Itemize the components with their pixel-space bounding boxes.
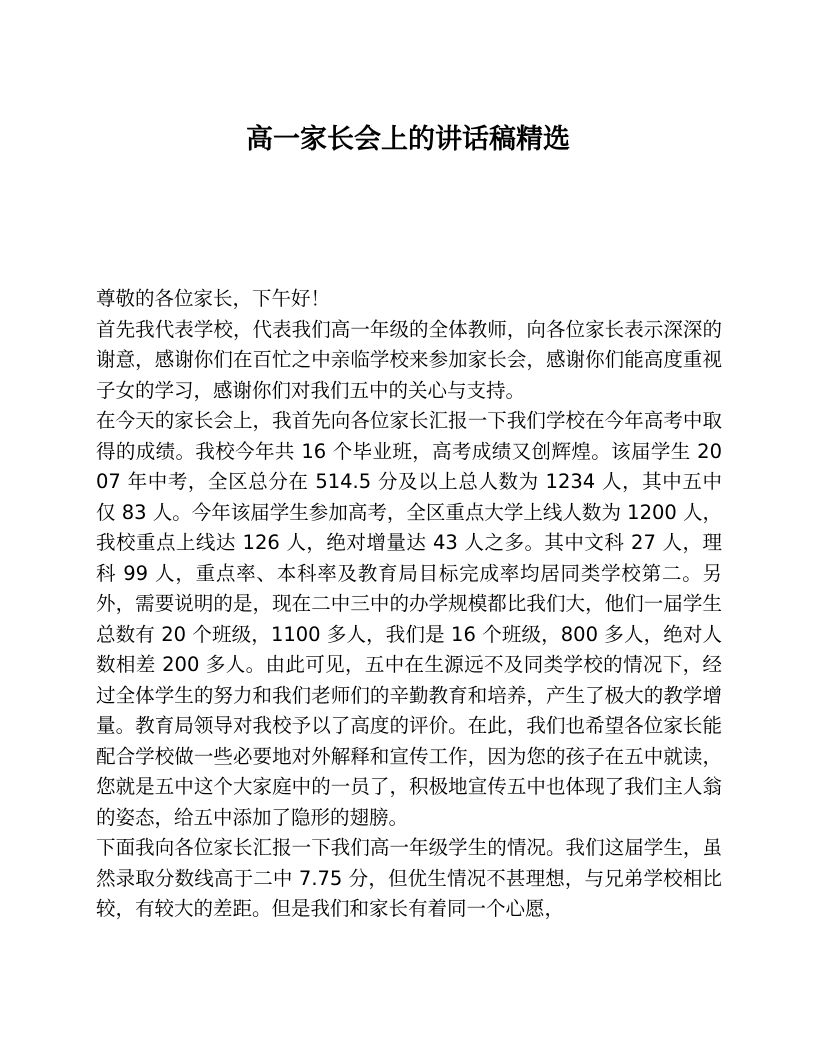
paragraph-grade-report: 下面我向各位家长汇报一下我们高一年级学生的情况。我们这届学生，虽然录取分数线高于二中 7.75 分，但优生情况不甚理想，与兄弟学校相比较，有较大的差距。但是我们和家长有着同一个心愿， xyxy=(96,836,722,920)
paragraph-exam-results: 在今天的家长会上，我首先向各位家长汇报一下我们学校在今年高考中取得的成绩。我校今年共 16 个毕业班，高考成绩又创辉煌。该届学生 2007 年中考，全区总分在 514.5 分及以上总人数为 1234 人，其中五中仅 83 人。今年该届学生参加高考，全区重点大学上线人数为 1200 人，我校重点上线达 126 人，绝对增量达 43 人之多。其中文科 27 人，理科 99 人，重点率、本科率及教育局目标完成率均居同类学校第二。另外，需要说明的是，现在二中三中的办学规模都比我们大，他们一届学生总数有 20 个班级，1100 多人，我们是 16 个班级，800 多人，绝对人数相差 200 多人。由此可见，五中在生源远不及同类学校的情况下，经过全体学生的努力和我们老师们的辛勤教育和培养，产生了极大的教学增量。教育局领导对我校予以了高度的评价。在此，我们也希望各位家长能配合学校做一些必要地对外解释和宣传工作，因为您的孩子在五中就读，您就是五中这个大家庭中的一员了，积极地宣传五中也体现了我们主人翁的姿态，给五中添加了隐形的翅膀。 xyxy=(96,409,722,829)
document-title: 高一家长会上的讲话稿精选 xyxy=(246,124,570,155)
document-body xyxy=(96,284,722,925)
paragraph-thanks: 首先我代表学校，代表我们高一年级的全体教师，向各位家长表示深深的谢意，感谢你们在百忙之中亲临学校来参加家长会，感谢你们能高度重视子女的学习，感谢你们对我们五中的关心与支持。 xyxy=(96,317,722,402)
paragraph-greeting: 尊敬的各位家长，下午好！ xyxy=(96,287,331,310)
